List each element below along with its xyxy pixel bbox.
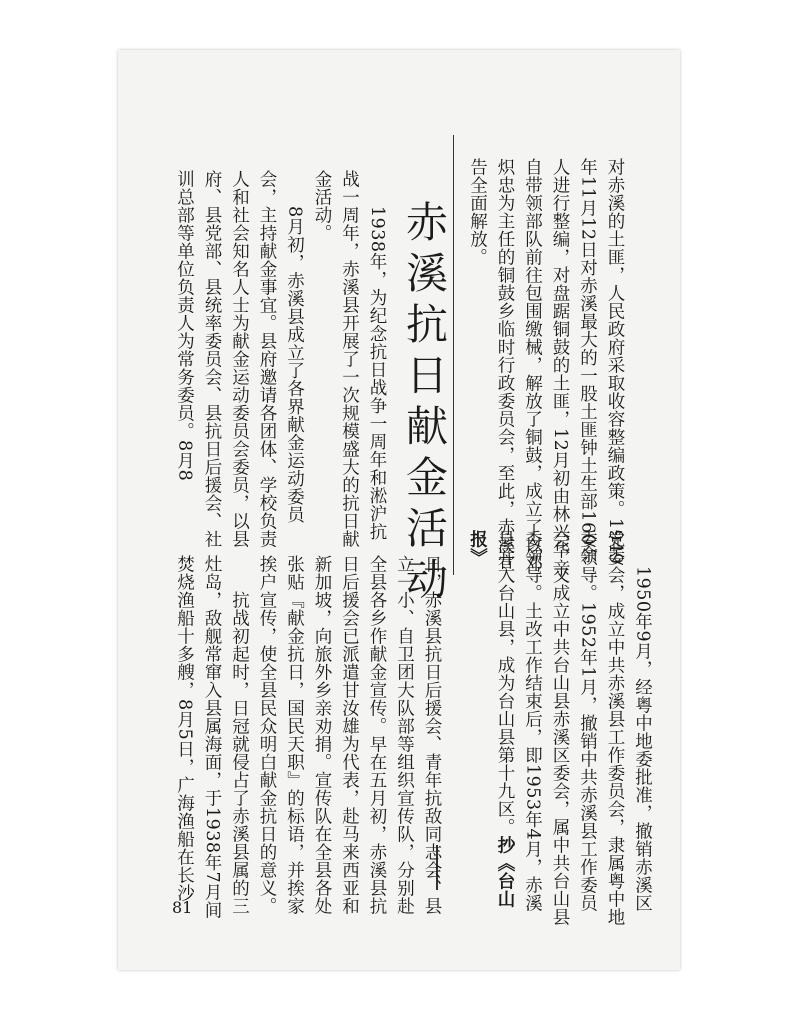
article-title: 赤溪抗日献金活动: [400, 200, 449, 608]
source-note: 抄《台山报》: [467, 530, 515, 908]
bottom-right-paragraph: [463, 530, 656, 930]
top-left-paragraph: 1938年，为纪念抗日战争一周年和淞沪抗战一周年，赤溪县开展了一次规模盛大的抗日献金活动。 8月初，赤溪县成立了各界献金运动委员会，主持献金事宜。县府邀请各团体、学校负责人和社会知名人士为献金运动委员会委员，以县府、县党部、县统率委员会、县抗日后援会、社训总部等单位负责人为常务委员。8月8: [174, 170, 387, 548]
page-number: 81: [172, 898, 193, 917]
bottom-right-body: 1950年9月，经粤中地委批准，撤销赤溪区党委会，成立中共赤溪县工作委员会，隶属粤中地委领导。1952年1月，撤销中共赤溪县工作委员会，又成立中共台山县赤溪区委会，属中共台山县委领导。土改工作结束后，即1953年4月，赤溪县并入台山县，成为台山县第十九区。: [495, 530, 653, 926]
book-page: [118, 50, 680, 970]
bottom-left-paragraph: 日，赤溪县抗日后援会、青年抗敌同志会、县立一小、自卫团大队部等组织宣传队，分别赴全县各乡作献金宣传。早在五月初，赤溪县抗日后援会已派遣甘汝雄为代表，赴马来西亚和新加坡，向旅外乡亲劝捐。宣传队在全县各处张贴『献金抗日，国民天职』的标语，并挨家挨户宣传，使全县民众明白献金抗日的意义。 抗战初起时，日冠就侵占了赤溪县属的三灶岛，敌舰常窜入县属海面，于1938年7月间焚烧渔船十多艘，8月5日，广海渔船在长沙: [174, 555, 442, 920]
top-right-paragraph: 对赤溪的土匪，人民政府采取收容整编政策。1949年11月12日对赤溪最大的一股土匪钟土生部160余人进行整编，对盘踞铜鼓的土匪，12月初由林兴华亲自带领部队前往包围缴械，解放了铜鼓，成立了以邓炽忠为主任的铜鼓乡临时行政委员会，至此，赤溪宣告全面解放。: [467, 158, 625, 578]
